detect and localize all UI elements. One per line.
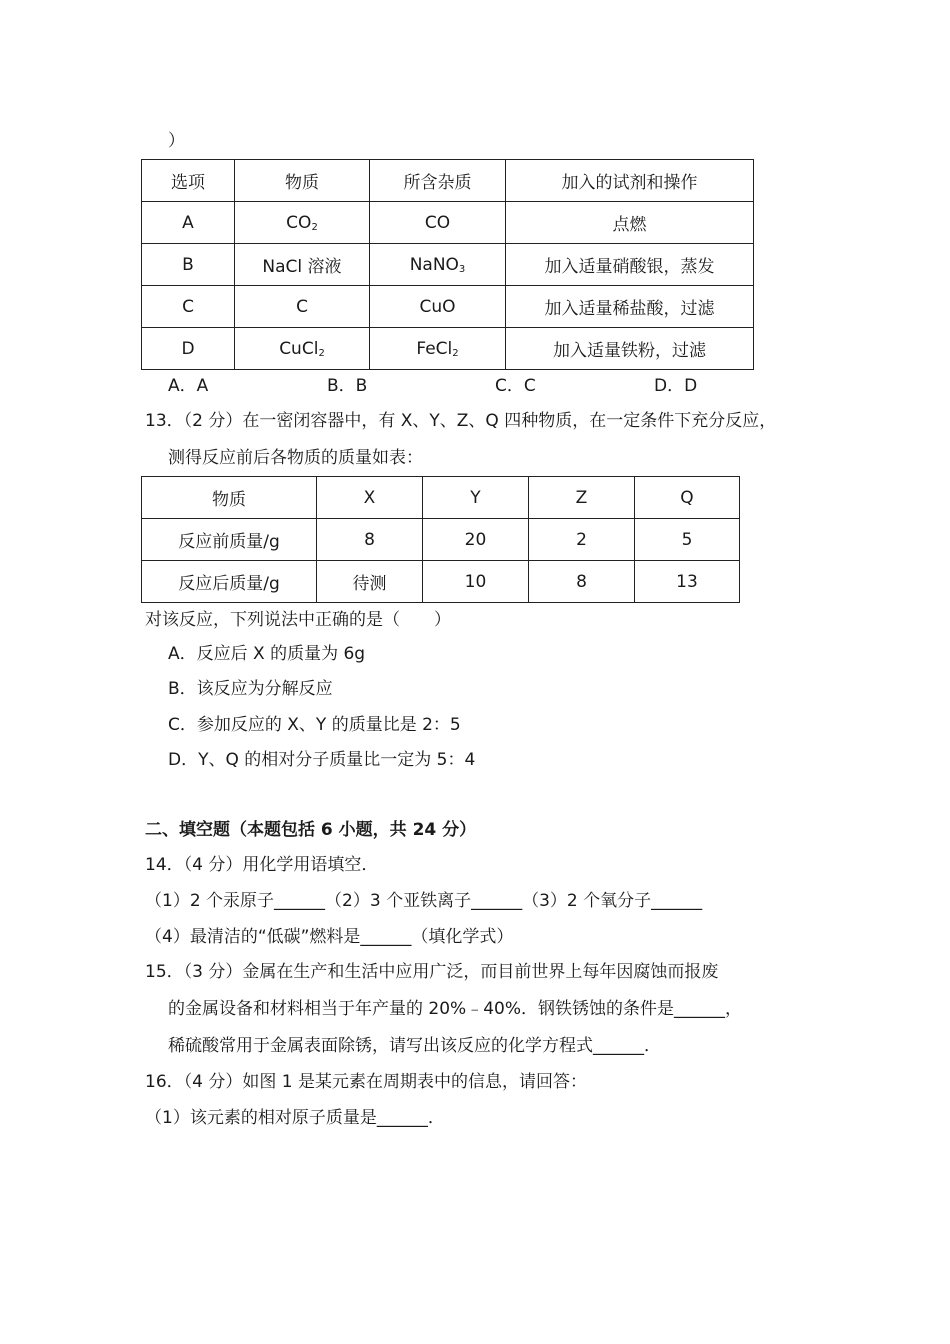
header-cell: 选项 — [142, 160, 235, 202]
q16-stem: 16．（4 分）如图 1 是某元素在周期表中的信息，请回答： — [145, 1072, 587, 1092]
q13-option-a[interactable]: A．反应后 X 的质量为 6g — [168, 644, 366, 664]
q15-stem-line2: 的金属设备和材料相当于年产量的 20%﹣40%．钢铁锈蚀的条件是______， — [168, 999, 742, 1019]
impurity-cell: NaNO$_3$ — [370, 244, 506, 286]
q12-option-a[interactable]: A．A — [168, 376, 209, 396]
q14-blanks-line2: （4）最清洁的“低碳”燃料是______（填化学式） — [145, 927, 514, 947]
operation-cell: 加入适量铁粉，过滤 — [506, 328, 754, 370]
q15-stem-line3: 稀硫酸常用于金属表面除锈，请写出该反应的化学方程式______． — [168, 1036, 661, 1056]
q15-stem-line1: 15．（3 分）金属在生产和生活中应用广泛，而目前世界上每年因腐蚀而报废 — [145, 962, 719, 982]
table-row — [142, 244, 754, 286]
value-cell: 2 — [529, 519, 635, 561]
value-cell: 13 — [635, 561, 740, 603]
value-cell: 8 — [529, 561, 635, 603]
q16-blank-line1: （1）该元素的相对原子质量是______． — [145, 1108, 445, 1128]
option-cell: B — [142, 244, 235, 286]
operation-cell: 点燃 — [506, 202, 754, 244]
row-label-cell: 反应前质量/g — [142, 519, 317, 561]
top-paren: ） — [168, 131, 185, 151]
q12-option-b[interactable]: B．B — [327, 376, 368, 396]
substance-cell: $CO_2$ — [235, 202, 370, 244]
table-header-row — [142, 477, 740, 519]
substance-cell: NaCl 溶液 — [235, 244, 370, 286]
q13-stem-line2: 测得反应前后各物质的质量如表： — [168, 448, 423, 468]
header-cell: X — [317, 477, 423, 519]
q13-option-b[interactable]: B．该反应为分解反应 — [168, 679, 333, 699]
section-title: 二、填空题（本题包括 6 小题，共 24 分） — [145, 820, 477, 840]
impurity-cell: CuO — [370, 286, 506, 328]
table-row — [142, 519, 740, 561]
header-cell: Q — [635, 477, 740, 519]
impurity-cell: CO — [370, 202, 506, 244]
option-cell: C — [142, 286, 235, 328]
table-row — [142, 202, 754, 244]
option-cell: D — [142, 328, 235, 370]
q13-stem-line1: 13．（2 分）在一密闭容器中，有 X、Y、Z、Q 四种物质，在一定条件下充分反应， — [145, 411, 777, 431]
operation-cell: 加入适量硝酸银，蒸发 — [506, 244, 754, 286]
row-label-cell: 反应后质量/g — [142, 561, 317, 603]
impurity-cell: FeCl$_2$ — [370, 328, 506, 370]
q13-option-d[interactable]: D．Y、Q 的相对分子质量比一定为 5：4 — [168, 750, 476, 770]
option-cell: A — [142, 202, 235, 244]
value-cell: 10 — [423, 561, 529, 603]
value-cell: 20 — [423, 519, 529, 561]
q13-question: 对该反应，下列说法中正确的是（ ） — [145, 610, 451, 630]
header-cell: Y — [423, 477, 529, 519]
table-header-row — [142, 160, 754, 202]
value-cell: 待测 — [317, 561, 423, 603]
q12-option-d[interactable]: D．D — [654, 376, 698, 396]
table-row — [142, 286, 754, 328]
q14-stem: 14．（4 分）用化学用语填空． — [145, 855, 379, 875]
impurity-table — [141, 159, 754, 370]
table-row — [142, 561, 740, 603]
q14-blanks-line1: （1）2 个汞原子______（2）3 个亚铁离子______（3）2 个氧分子______ — [145, 891, 703, 911]
table-row — [142, 328, 754, 370]
value-cell: 5 — [635, 519, 740, 561]
q13-option-c[interactable]: C．参加反应的 X、Y 的质量比是 2：5 — [168, 715, 461, 735]
q12-option-c[interactable]: C．C — [495, 376, 536, 396]
value-cell: 8 — [317, 519, 423, 561]
substance-cell: CuCl$_2$ — [235, 328, 370, 370]
header-cell: 物质 — [235, 160, 370, 202]
substance-cell: C — [235, 286, 370, 328]
header-cell: 加入的试剂和操作 — [506, 160, 754, 202]
header-cell: Z — [529, 477, 635, 519]
mass-table — [141, 476, 740, 603]
operation-cell: 加入适量稀盐酸，过滤 — [506, 286, 754, 328]
header-cell: 物质 — [142, 477, 317, 519]
header-cell: 所含杂质 — [370, 160, 506, 202]
